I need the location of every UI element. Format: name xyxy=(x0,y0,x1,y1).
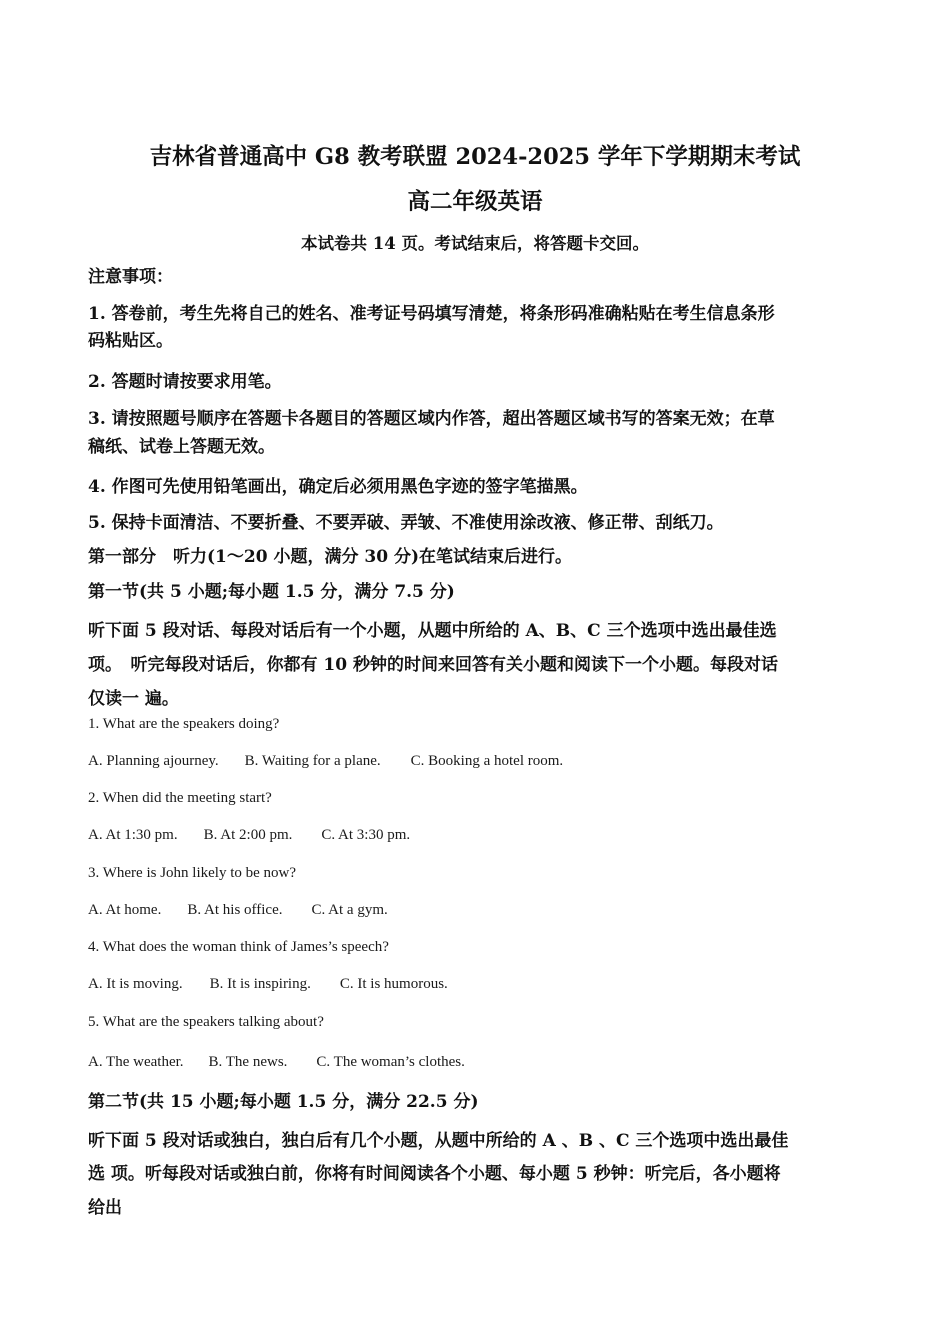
option-c: C. The woman’s clothes. xyxy=(316,1054,465,1070)
question-5-options xyxy=(88,1054,465,1071)
notice-item-3-line-1: 3. 请按照题号顺序在答题卡各题目的答题区域内作答，超出答题区域书写的答案无效；在草 xyxy=(88,409,775,429)
option-c: C. At 3:30 pm. xyxy=(321,827,411,843)
option-a: A. It is moving. xyxy=(88,976,183,992)
option-c: C. At a gym. xyxy=(311,902,388,918)
option-a: A. The weather. xyxy=(88,1054,184,1070)
section1-instructions-line-3: 仅读一 遍。 xyxy=(88,689,179,709)
option-a: A. At home. xyxy=(88,902,162,918)
option-b: B. The news. xyxy=(208,1054,288,1070)
option-b: B. At 2:00 pm. xyxy=(203,827,293,843)
exam-title: 吉林省普通高中 G8 教考联盟 2024-2025 学年下学期期末考试 xyxy=(149,144,801,170)
notice-item-5: 5. 保持卡面清洁、不要折叠、不要弄破、弄皱、不准使用涂改液、修正带、刮纸刀。 xyxy=(88,513,724,533)
question-5: 5. What are the speakers talking about? xyxy=(88,1014,324,1030)
question-2-options xyxy=(88,827,410,844)
notice-item-3-line-2: 稿纸、试卷上答题无效。 xyxy=(88,437,275,457)
exam-info: 本试卷共 14 页。考试结束后，将答题卡交回。 xyxy=(301,234,649,253)
question-4-options xyxy=(88,976,448,993)
notice-item-4: 4. 作图可先使用铅笔画出，确定后必须用黑色字迹的签字笔描黑。 xyxy=(88,477,588,497)
section1-instructions-line-1: 听下面 5 段对话、每段对话后有一个小题，从题中所给的 A、B、C 三个选项中选出最佳选 xyxy=(88,621,777,641)
option-c: C. It is humorous. xyxy=(339,976,448,992)
part1-heading: 第一部分 听力(1～20 小题，满分 30 分)在笔试结束后进行。 xyxy=(88,547,572,567)
option-b: B. Waiting for a plane. xyxy=(244,753,381,769)
notice-item-1-line-2: 码粘贴区。 xyxy=(88,331,173,351)
option-a: A. Planning ajourney. xyxy=(88,753,219,769)
notice-heading: 注意事项： xyxy=(88,267,173,287)
section1-instructions-line-2: 项。 听完每段对话后，你都有 10 秒钟的时间来回答有关小题和阅读下一个小题。每段对话 xyxy=(88,655,778,675)
question-1: 1. What are the speakers doing? xyxy=(88,716,280,732)
option-a: A. At 1:30 pm. xyxy=(88,827,178,843)
section2-heading: 第二节(共 15 小题;每小题 1.5 分，满分 22.5 分) xyxy=(88,1092,479,1112)
question-3-options xyxy=(88,902,388,919)
exam-subtitle: 高二年级英语 xyxy=(407,189,543,215)
question-1-options xyxy=(88,753,563,770)
section2-instructions-line-1: 听下面 5 段对话或独白，独白后有几个小题，从题中所给的 A 、B 、C 三个选项中选出最佳 xyxy=(88,1131,789,1151)
question-3: 3. Where is John likely to be now? xyxy=(88,865,297,881)
section2-instructions-line-3: 给出 xyxy=(88,1198,122,1218)
option-b: B. At his office. xyxy=(187,902,283,918)
option-c: C. Booking a hotel room. xyxy=(410,753,564,769)
notice-item-1-line-1: 1. 答卷前，考生先将自己的姓名、准考证号码填写清楚，将条形码准确粘贴在考生信息条形 xyxy=(88,304,775,324)
question-4: 4. What does the woman think of James’s speech? xyxy=(88,939,389,955)
notice-item-2: 2. 答题时请按要求用笔。 xyxy=(88,372,282,392)
option-b: B. It is inspiring. xyxy=(209,976,311,992)
section2-instructions-line-2: 选 项。听每段对话或独白前，你将有时间阅读各个小题、每小题 5 秒钟：听完后，各小题将 xyxy=(88,1164,781,1184)
section1-heading: 第一节(共 5 小题;每小题 1.5 分，满分 7.5 分) xyxy=(88,582,455,602)
question-2: 2. When did the meeting start? xyxy=(88,790,272,806)
